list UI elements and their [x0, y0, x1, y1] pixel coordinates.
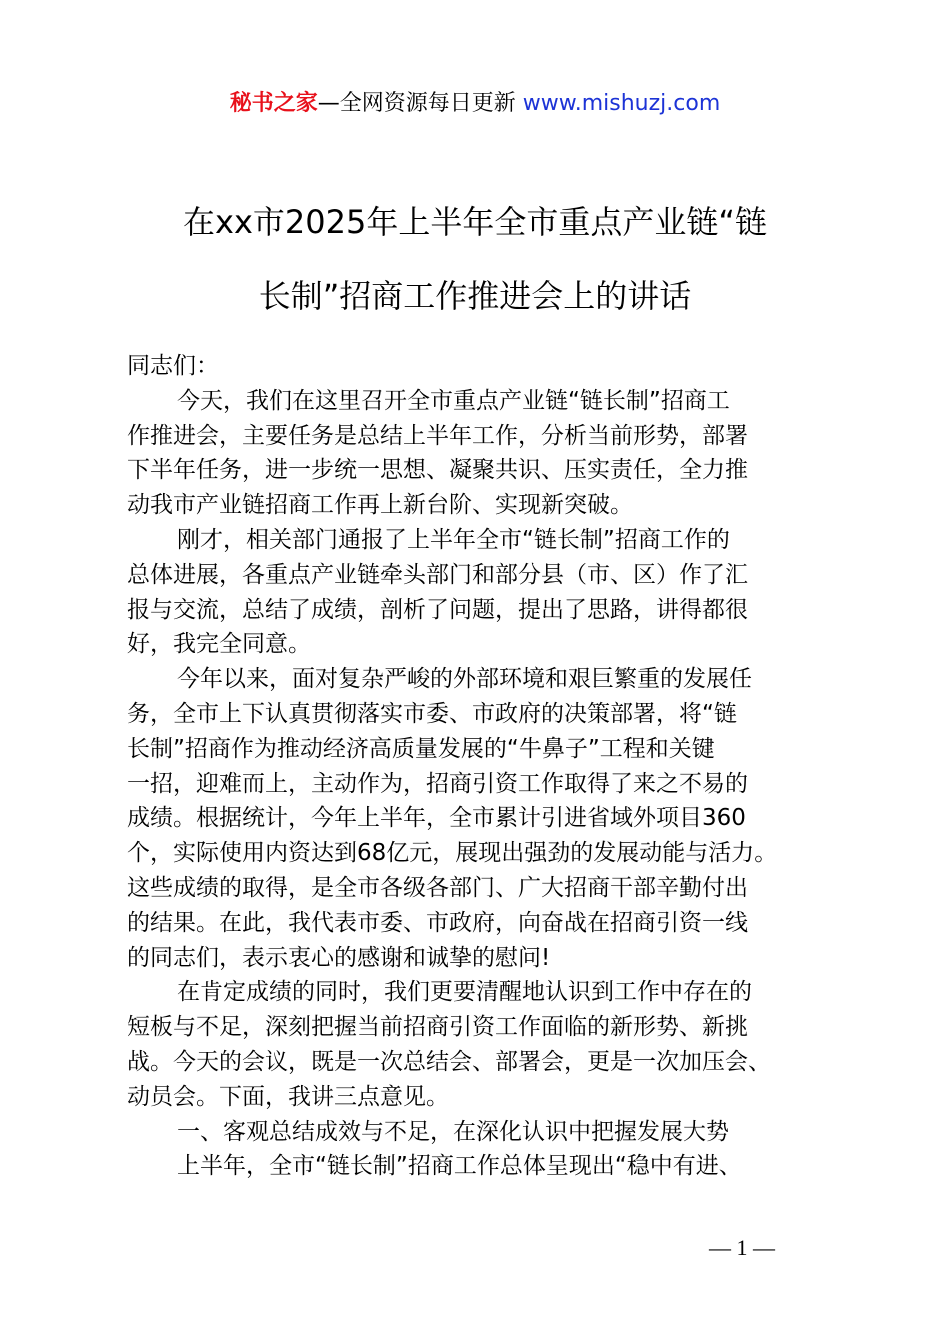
- paragraph-line: 下半年任务，进一步统一思想、凝聚共识、压实责任，全力推: [127, 457, 748, 484]
- paragraph-line: 动员会。下面，我讲三点意见。: [127, 1083, 449, 1110]
- speech-body: [127, 349, 839, 1184]
- document-title: [120, 185, 830, 333]
- page-number: — 1 —: [709, 1235, 775, 1260]
- title-line-2: 长制”招商工作推进会上的讲话: [258, 277, 692, 315]
- paragraph-line: 务，全市上下认真贯彻落实市委、市政府的决策部署，将“链: [127, 700, 737, 727]
- paragraph-line: 刚才，相关部门通报了上半年全市“链长制”招商工作的: [177, 526, 730, 553]
- paragraph-line: 上半年，全市“链长制”招商工作总体呈现出“稳中有进、: [177, 1153, 742, 1180]
- paragraph-line: 一招，迎难而上，主动作为，招商引资工作取得了来之不易的: [127, 770, 748, 797]
- paragraph-line: 动我市产业链招商工作再上新台阶、实现新突破。: [127, 492, 633, 519]
- site-url-link[interactable]: www.mishuzj.com: [522, 91, 721, 116]
- paragraph-line: 报与交流，总结了成绩，剖析了问题，提出了思路，讲得都很: [127, 596, 748, 623]
- paragraph-line: 在肯定成绩的同时，我们更要清醒地认识到工作中存在的: [177, 979, 752, 1006]
- paragraph-line: 今天，我们在这里召开全市重点产业链“链长制”招商工: [177, 387, 730, 414]
- paragraph-line: 今年以来，面对复杂严峻的外部环境和艰巨繁重的发展任: [177, 666, 752, 693]
- header-slogan: —全网资源每日更新: [317, 91, 523, 116]
- paragraph-line: 短板与不足，深刻把握当前招商引资工作面临的新形势、新挑: [127, 1014, 748, 1041]
- paragraph-line: 成绩。根据统计，今年上半年，全市累计引进省域外项目360: [127, 805, 746, 832]
- paragraph-line: 这些成绩的取得，是全市各级各部门、广大招商干部辛勤付出: [127, 874, 748, 901]
- paragraph-line: 的结果。在此，我代表市委、市政府，向奋战在招商引资一线: [127, 909, 748, 936]
- paragraph-line: 的同志们，表示衷心的感谢和诚挚的慰问!: [127, 944, 551, 971]
- paragraph-line: 好，我完全同意。: [127, 631, 311, 658]
- section-heading: 一、客观总结成效与不足，在深化认识中把握发展大势: [177, 1118, 729, 1145]
- title-line-1: 在xx市2025年上半年全市重点产业链“链: [183, 203, 767, 241]
- paragraph-line: 长制”招商作为推动经济高质量发展的“牛鼻子”工程和关键: [127, 735, 715, 762]
- paragraph-line: 战。今天的会议，既是一次总结会、部署会，更是一次加压会、: [127, 1048, 771, 1075]
- document-header: [0, 88, 950, 120]
- paragraph-line: 总体进展，各重点产业链牵头部门和部分县（市、区）作了汇: [127, 561, 748, 588]
- brand-name: 秘书之家: [229, 91, 318, 116]
- paragraph-line: 作推进会，主要任务是总结上半年工作，分析当前形势，部署: [127, 422, 748, 449]
- paragraph-line: 个，实际使用内资达到68亿元，展现出强劲的发展动能与活力。: [127, 840, 778, 867]
- salutation: 同志们：: [127, 353, 219, 379]
